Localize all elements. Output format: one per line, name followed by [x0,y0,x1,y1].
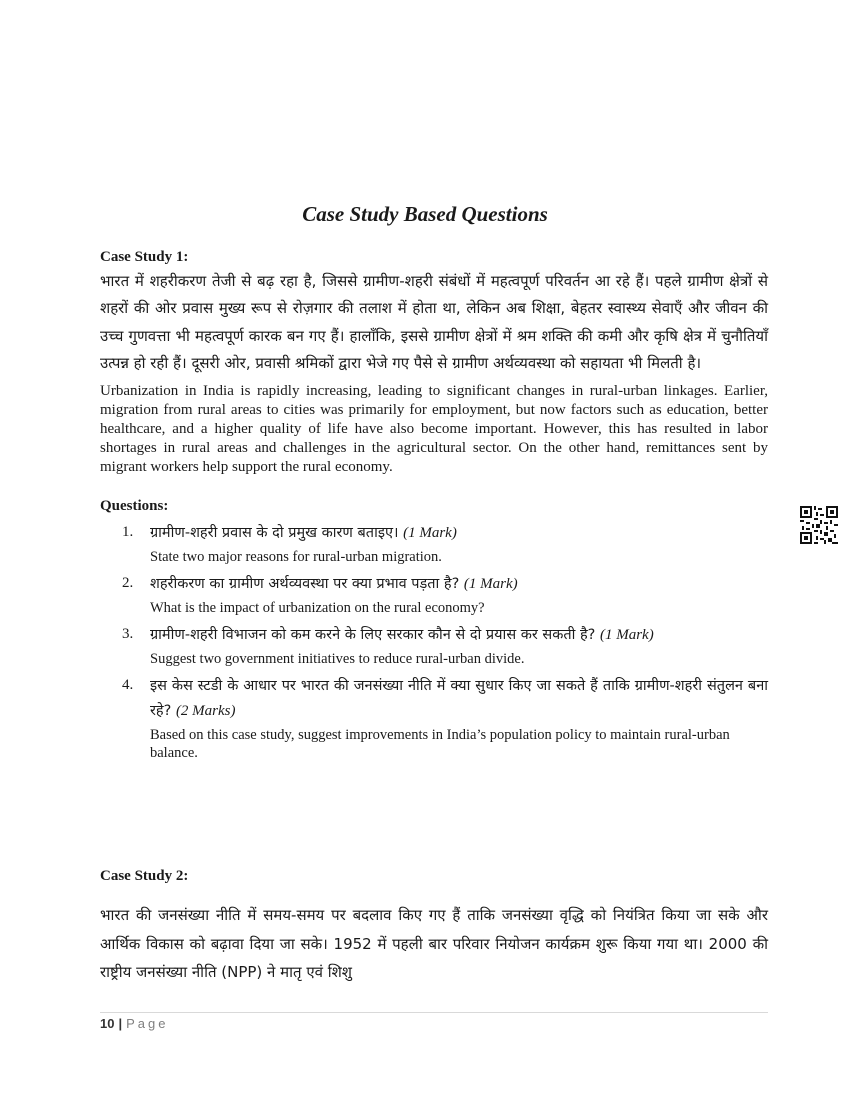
page-footer [100,1016,168,1031]
question-english: Suggest two government initiatives to reduce rural-urban divide. [150,650,525,667]
question-number: 3. [122,625,134,642]
case-study-1-hindi-text: भारत में शहरीकरण तेजी से बढ़ रहा है, जिससे ग्रामीण-शहरी संबंधों में महत्वपूर्ण परिवर्तन आ रहे हैं। पहले ग्रामीण क्षेत्रों से शहरों की ओर प्रवास मुख्य रूप से रोज़गार की तलाश में होता था, लेकिन अब शिक्षा, बेहतर स्वास्थ्य सेवाएँ और जीवन की उच्च गुणवत्ता भी महत्वपूर्ण कारक बन गए हैं। हालाँकि, इससे ग्रामीण क्षेत्रों में श्रम शक्ति की कमी और कृषि क्षेत्र में चुनौतियाँ उत्पन्न हो रही हैं। दूसरी ओर, प्रवासी श्रमिकों द्वारा भेजे गए पैसे से ग्रामीण अर्थव्यवस्था को सहायता भी मिलती है। [100,272,768,373]
question-hindi-text: इस केस स्टडी के आधार पर भारत की जनसंख्या नीति में क्या सुधार किए जा सकते हैं ताकि ग्रामीण-शहरी संतुलन बना रहे? [150,677,768,719]
case-study-1 [100,248,768,768]
question-hindi-text: शहरीकरण का ग्रामीण अर्थव्यवस्था पर क्या प्रभाव पड़ता है? [150,575,460,592]
page-title: Case Study Based Questions [302,202,548,226]
question-number: 1. [122,523,134,540]
question-english: What is the impact of urbanization on the rural economy? [150,599,485,616]
question-item [100,623,768,668]
question-list [100,521,768,762]
question-english: Based on this case study, suggest improvements in India’s population policy to maintain rural-urban balance. [150,726,730,761]
question-english: State two major reasons for rural-urban migration. [150,548,442,565]
question-item [100,674,768,762]
footer-separator: | [118,1016,123,1031]
case-study-2 [100,867,768,987]
page-number: 10 [100,1016,115,1031]
question-hindi [150,623,768,648]
question-hindi-text: ग्रामीण-शहरी विभाजन को कम करने के लिए सरकार कौन से दो प्रयास कर सकती है? [150,626,596,643]
question-item [100,572,768,617]
case-study-1-english-text: Urbanization in India is rapidly increasing, leading to significant changes in rural-urban linkages. Earlier, migration from rural areas to cities was primarily for employment, but now factors such as education, better healthcare, and a higher quality of life have also become important. However, this has resulted in labor shortages in rural areas and challenges in the agricultural sector. On the other hand, remittances sent by migrant workers help support the rural economy. [100,382,768,475]
question-marks: (2 Marks) [175,702,236,719]
question-item [100,521,768,566]
question-marks: (1 Mark) [599,626,654,643]
question-number: 4. [122,676,134,693]
questions-label: Questions: [100,497,169,514]
question-hindi [150,521,768,546]
case-study-2-label: Case Study 2: [100,868,189,884]
page-label: Page [126,1016,169,1031]
question-marks: (1 Mark) [463,575,518,592]
question-hindi [150,572,768,597]
question-hindi [150,674,768,724]
footer-divider [100,1012,768,1013]
qr-code-icon[interactable] [800,506,838,544]
question-marks: (1 Mark) [403,524,457,541]
case-study-1-label: Case Study 1: [100,249,189,265]
question-number: 2. [122,574,134,591]
case-study-2-hindi-text: भारत की जनसंख्या नीति में समय-समय पर बदलाव किए गए हैं ताकि जनसंख्या वृद्धि को नियंत्रित किया जा सके और आर्थिक विकास को बढ़ावा दिया जा सके। 1952 में पहली बार परिवार नियोजन कार्यक्रम शुरू किया गया था। 2000 की राष्ट्रीय जनसंख्या नीति (NPP) ने मातृ एवं शिशु [100,906,768,981]
question-hindi-text: ग्रामीण-शहरी प्रवास के दो प्रमुख कारण बताइए। [150,524,399,541]
